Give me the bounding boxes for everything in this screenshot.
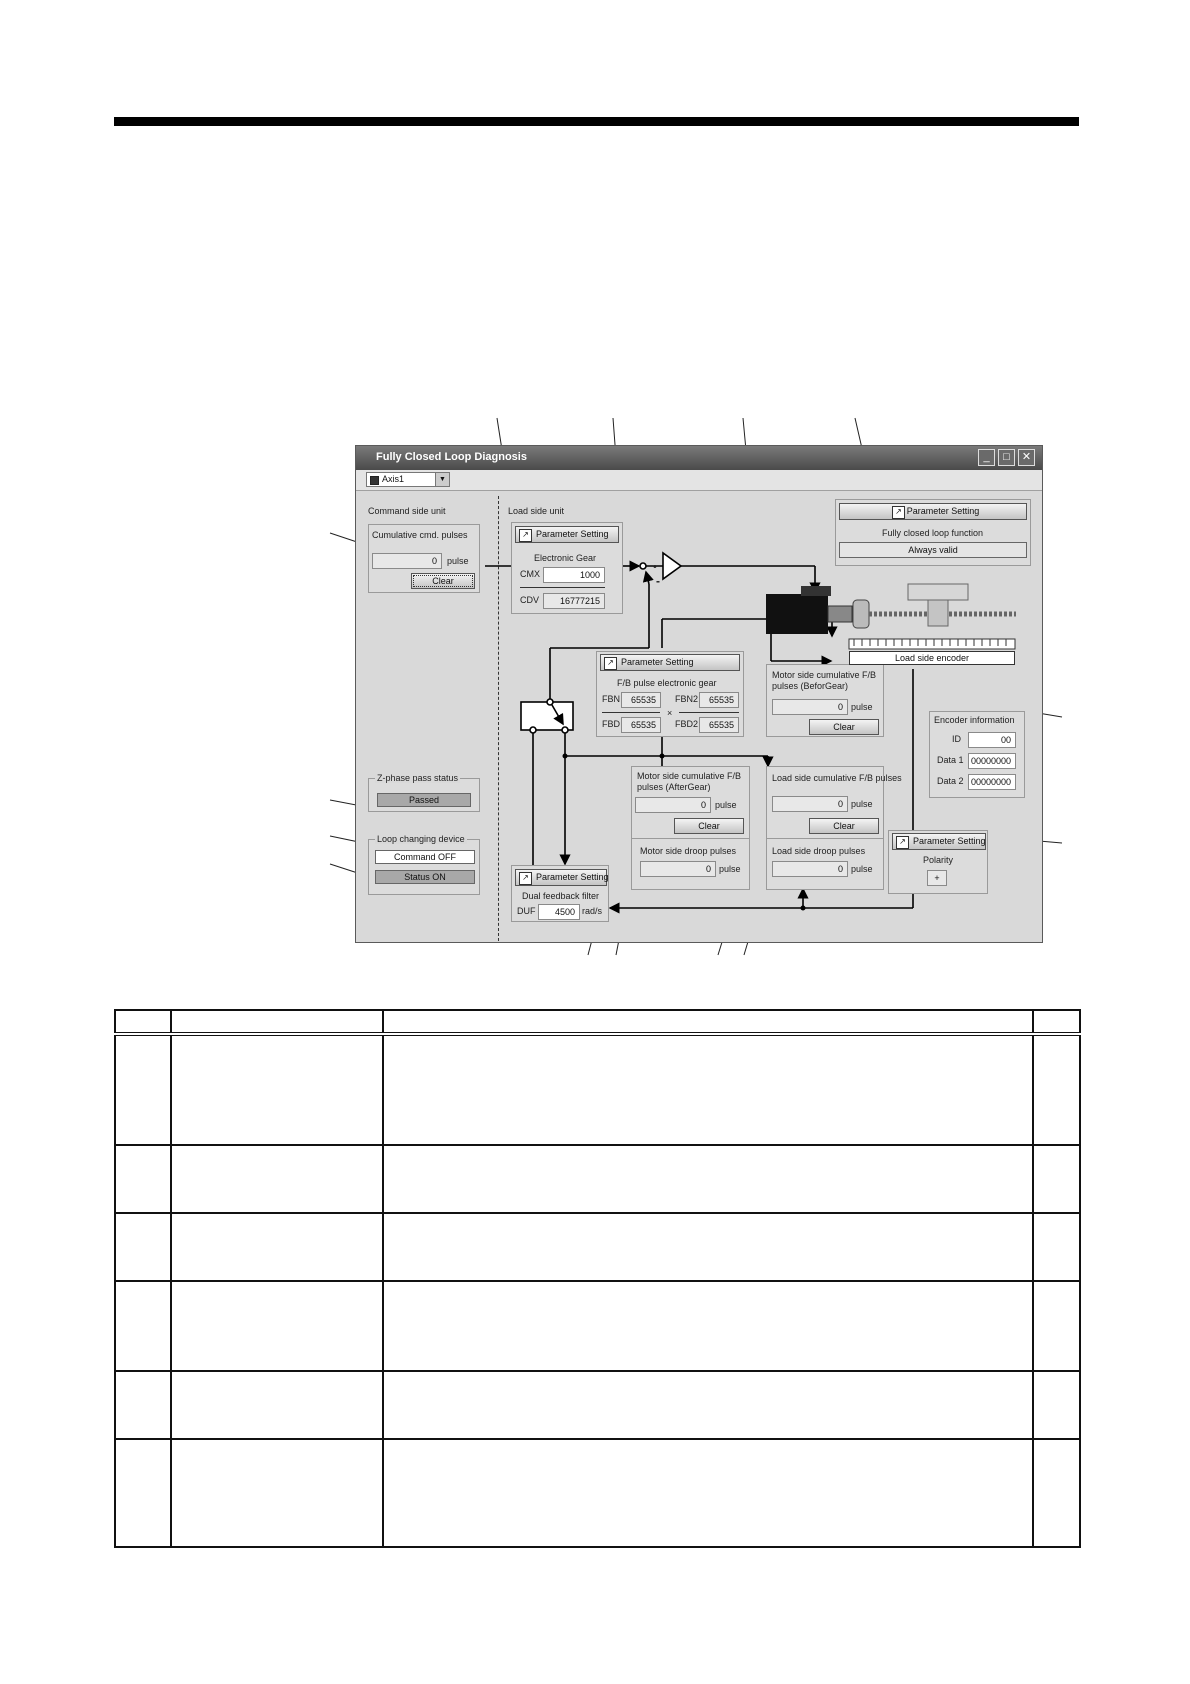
gear-fraction-line: [520, 587, 605, 588]
cumulative-cmd-label: Cumulative cmd. pulses: [372, 530, 468, 540]
axis-select-value: Axis1: [382, 474, 405, 484]
table-row: [115, 1213, 1080, 1281]
command-side-label: Command side unit: [368, 506, 446, 516]
motor-droop-unit: pulse: [719, 864, 741, 874]
loop-command-status: Command OFF: [375, 850, 475, 864]
load-cumulative-panel: [766, 766, 902, 890]
load-droop-unit: pulse: [851, 864, 873, 874]
table-header-extra: [1033, 1010, 1080, 1034]
electronic-gear-parameter-setting-button[interactable]: [515, 526, 619, 543]
dual-filter-parameter-setting-button[interactable]: [515, 869, 607, 886]
fully-closed-loop-diagnosis-window: [355, 445, 1043, 943]
encoder-info-panel: [929, 711, 1025, 798]
table-header-name: [171, 1010, 383, 1034]
motor-before-gear-unit: pulse: [851, 702, 873, 712]
polarity-value: +: [927, 870, 947, 886]
duf-label: DUF: [517, 906, 536, 916]
table-row: [115, 1145, 1080, 1213]
dual-feedback-filter-panel: [511, 865, 609, 922]
fbd-label: FBD: [602, 719, 620, 729]
motor-after-gear-value: 0: [635, 797, 711, 813]
dual-filter-parameter-setting-label: Parameter Setting: [536, 872, 609, 882]
fb-fraction-line: [602, 712, 660, 713]
fbn2-label: FBN2: [675, 694, 699, 704]
fbn2-value: 65535: [699, 692, 739, 708]
fbn-value: 65535: [621, 692, 661, 708]
fb-gear-times: ×: [667, 708, 673, 718]
encoder-info-title: Encoder information: [934, 715, 1015, 725]
load-cumulative-unit: pulse: [851, 799, 873, 809]
electronic-gear-title: Electronic Gear: [534, 553, 597, 563]
parameter-setting-icon: ↗: [519, 872, 532, 885]
load-cumulative-title: Load side cumulative F/B pulses: [772, 773, 902, 783]
motor-before-gear-panel: [766, 664, 884, 737]
load-side-label: Load side unit: [508, 506, 565, 516]
fully-closed-parameter-setting-button[interactable]: [839, 503, 1027, 520]
parameter-setting-icon: ↗: [892, 506, 905, 519]
motor-droop-title: Motor side droop pulses: [640, 846, 737, 856]
fully-closed-function-panel: [835, 499, 1031, 566]
window-title: Fully Closed Loop Diagnosis: [376, 451, 527, 463]
zphase-status: Passed: [377, 793, 471, 807]
fb-gear-title: F/B pulse electronic gear: [617, 678, 717, 688]
load-cumulative-clear-button[interactable]: Clear: [809, 818, 879, 834]
motor-after-gear-clear-button[interactable]: Clear: [674, 818, 744, 834]
fully-closed-title: Fully closed loop function: [882, 528, 984, 538]
cumulative-cmd-unit: pulse: [447, 556, 469, 566]
dual-filter-title: Dual feedback filter: [522, 891, 600, 901]
load-cumulative-value: 0: [772, 796, 848, 812]
table-header-description: [383, 1010, 1033, 1034]
encoder-data1-value: 00000000: [968, 753, 1016, 769]
motor-after-gear-unit: pulse: [715, 800, 737, 810]
fb-pulse-gear-panel: [596, 651, 744, 737]
minimize-icon[interactable]: _: [978, 449, 995, 466]
load-side-encoder: Load side encoder: [849, 651, 1015, 665]
fbd2-label: FBD2: [675, 719, 699, 729]
cumulative-cmd-value: 0: [372, 553, 442, 569]
motor-droop-value: 0: [640, 861, 716, 877]
polarity-panel: [888, 830, 988, 894]
motor-before-gear-clear-button[interactable]: Clear: [809, 719, 879, 735]
table-row: [115, 1034, 1080, 1145]
load-droop-value: 0: [772, 861, 848, 877]
motor-before-gear-title: Motor side cumulative F/B pulses (BeforGear): [772, 670, 877, 691]
fully-closed-value: Always valid: [839, 542, 1027, 558]
polarity-parameter-setting-button[interactable]: [892, 833, 986, 850]
fb-gear-parameter-setting-button[interactable]: [600, 654, 740, 671]
cdv-label: CDV: [520, 595, 540, 605]
fb2-fraction-line: [679, 712, 739, 713]
duf-value[interactable]: 4500: [538, 904, 580, 920]
motor-after-gear-title: Motor side cumulative F/B pulses (AfterGear): [637, 771, 742, 792]
junction-dot: •: [653, 561, 657, 573]
loop-changing-panel: [368, 834, 480, 895]
motor-after-gear-panel: [631, 766, 750, 890]
fbn-label: FBN: [602, 694, 620, 704]
motor-before-gear-value: 0: [772, 699, 848, 715]
motor-droop-divider: [632, 838, 749, 839]
encoder-data1-label: Data 1: [937, 755, 964, 765]
fbd-value: 65535: [621, 717, 661, 733]
electronic-gear-parameter-setting-label: Parameter Setting: [536, 529, 609, 539]
parameter-setting-icon: ↗: [604, 657, 617, 670]
parameter-setting-icon: ↗: [896, 836, 909, 849]
cmx-value[interactable]: 1000: [543, 567, 605, 583]
polarity-title: Polarity: [923, 855, 954, 865]
loop-changing-label: Loop changing device: [377, 834, 465, 844]
encoder-data2-value: 00000000: [968, 774, 1016, 790]
table-row: [115, 1439, 1080, 1547]
parameter-setting-icon: ↗: [519, 529, 532, 542]
description-table: [114, 1009, 1079, 1546]
zphase-panel: [368, 773, 480, 812]
cumulative-cmd-panel: [368, 524, 480, 593]
polarity-parameter-setting-label: Parameter Setting: [913, 836, 986, 846]
electronic-gear-panel: [511, 522, 623, 614]
encoder-id-value: 00: [968, 732, 1016, 748]
cumulative-cmd-clear-button[interactable]: Clear: [411, 573, 475, 589]
cmx-label: CMX: [520, 569, 540, 579]
zphase-label: Z-phase pass status: [377, 773, 459, 783]
fully-closed-parameter-setting-label: Parameter Setting: [906, 506, 980, 516]
duf-unit: rad/s: [582, 906, 603, 916]
cdv-value: 16777215: [543, 593, 605, 609]
junction-minus: -: [656, 574, 660, 588]
table-row: [115, 1281, 1080, 1371]
load-droop-divider: [767, 838, 883, 839]
table-header-no: [115, 1010, 171, 1034]
loop-status-on: Status ON: [375, 870, 475, 884]
maximize-icon[interactable]: □: [998, 449, 1015, 466]
chevron-down-icon[interactable]: ▼: [435, 473, 449, 486]
fb-gear-parameter-setting-label: Parameter Setting: [621, 657, 694, 667]
load-droop-title: Load side droop pulses: [772, 846, 866, 856]
encoder-id-label: ID: [952, 734, 961, 744]
fbd2-value: 65535: [699, 717, 739, 733]
encoder-data2-label: Data 2: [937, 776, 964, 786]
unit-divider: [498, 496, 499, 941]
table-row: [115, 1371, 1080, 1439]
close-icon[interactable]: ✕: [1018, 449, 1035, 466]
